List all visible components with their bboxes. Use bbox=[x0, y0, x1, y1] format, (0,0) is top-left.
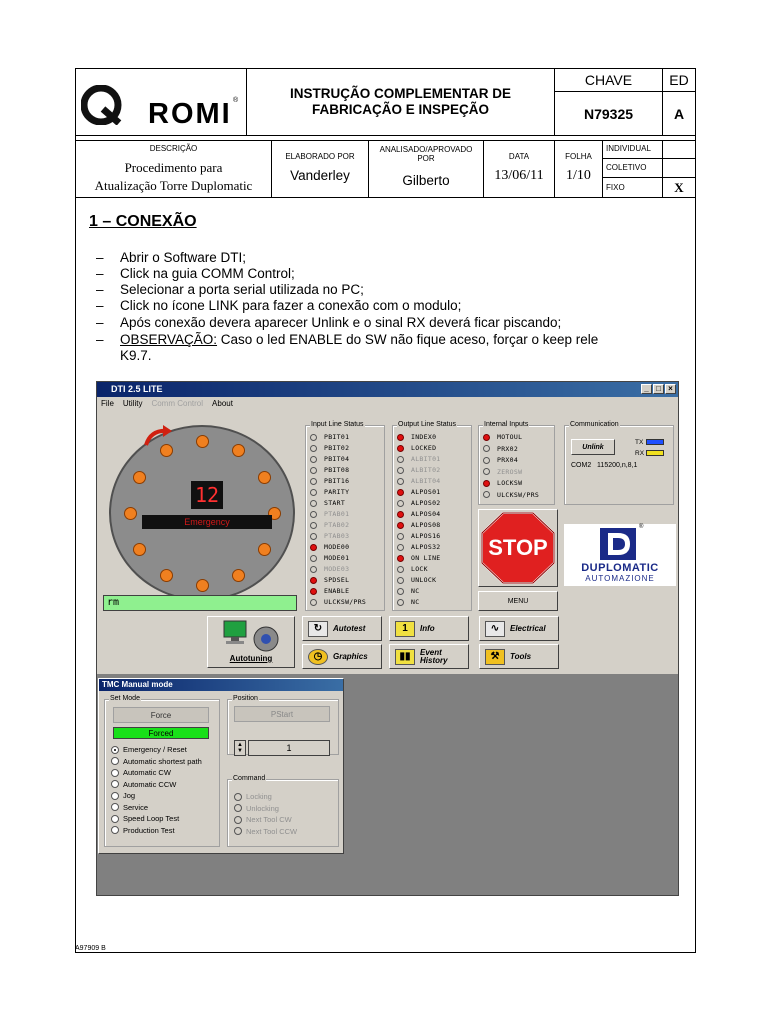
turret-position-number: 12 bbox=[191, 481, 223, 509]
input-line-label: ENABLE bbox=[324, 587, 350, 595]
communication-group: Communication Unlink TX RX COM2 115200,n,8,1 bbox=[564, 425, 674, 505]
tool-position-marker bbox=[124, 507, 137, 520]
output-line-label: ON LINE bbox=[411, 554, 441, 562]
menu-file[interactable]: File bbox=[101, 399, 114, 408]
command-label: Locking bbox=[246, 792, 272, 801]
output-line bbox=[397, 598, 419, 606]
window-title-text: DTI 2.5 LITE bbox=[111, 384, 163, 394]
input-line-label: PTAB01 bbox=[324, 510, 350, 518]
radio-button-icon[interactable] bbox=[234, 793, 242, 801]
position-spinner-icon[interactable]: ▲ ▼ bbox=[234, 740, 246, 756]
input-line bbox=[310, 477, 349, 485]
input-line bbox=[310, 521, 349, 529]
command-label: Next Tool CW bbox=[246, 815, 292, 824]
status-led-icon bbox=[310, 467, 317, 474]
output-line bbox=[397, 554, 441, 562]
dti-window bbox=[96, 381, 679, 896]
command-label: Unlocking bbox=[246, 803, 279, 813]
tool-position-marker bbox=[133, 471, 146, 484]
menu-comm-control[interactable]: Comm Control bbox=[151, 399, 204, 408]
internal-line bbox=[483, 491, 539, 499]
obs-label: OBSERVAÇÃO: bbox=[120, 332, 218, 347]
info-button[interactable]: 1 Info bbox=[389, 616, 469, 641]
command-group: Command Locking Unlocking Next Tool CW Next Tool CCW bbox=[227, 779, 339, 847]
input-line-label: PBIT16 bbox=[324, 477, 350, 485]
status-led-icon bbox=[310, 533, 317, 540]
tool-position-marker bbox=[160, 569, 173, 582]
mode-radio-option[interactable] bbox=[111, 814, 179, 823]
mode-radio-option[interactable] bbox=[111, 791, 135, 800]
mode-radio-option[interactable] bbox=[111, 745, 187, 754]
output-line bbox=[397, 499, 441, 507]
status-led-icon bbox=[483, 480, 490, 487]
mode-radio-option[interactable] bbox=[111, 780, 176, 789]
mode-label: Speed Loop Test bbox=[123, 814, 180, 823]
output-line bbox=[397, 587, 419, 595]
chave-value: N79325 bbox=[554, 91, 663, 136]
radio-button-icon[interactable] bbox=[111, 769, 119, 777]
output-line-label: LOCK bbox=[411, 565, 428, 573]
main-panel bbox=[97, 411, 678, 674]
status-led-icon bbox=[483, 434, 490, 441]
status-led-icon bbox=[310, 555, 317, 562]
command-radio-option[interactable] bbox=[234, 827, 297, 836]
stop-label: STOP bbox=[488, 535, 548, 560]
tool-position-marker bbox=[232, 444, 245, 457]
output-line-label: ALPOS08 bbox=[411, 521, 441, 529]
duplomatic-d-icon bbox=[600, 528, 636, 560]
status-led-icon bbox=[397, 599, 404, 606]
graphics-icon: ◷ bbox=[308, 649, 328, 665]
output-line bbox=[397, 510, 441, 518]
status-led-icon bbox=[483, 491, 490, 498]
mode-label: Production Test bbox=[123, 825, 175, 835]
data-value: 13/06/11 bbox=[494, 168, 544, 183]
title-line-1: INSTRUÇÃO COMPLEMENTAR DE bbox=[290, 86, 511, 101]
status-led-icon bbox=[397, 555, 404, 562]
output-line-label: NC bbox=[411, 598, 420, 606]
status-led-icon bbox=[310, 599, 317, 606]
status-led-icon bbox=[310, 434, 317, 441]
status-led-icon bbox=[310, 566, 317, 573]
status-led-icon bbox=[310, 456, 317, 463]
maximize-button[interactable]: □ bbox=[653, 384, 664, 394]
status-led-icon bbox=[397, 500, 404, 507]
company-name: ROMI bbox=[148, 98, 232, 130]
status-led-icon bbox=[310, 500, 317, 507]
status-led-icon bbox=[397, 533, 404, 540]
menu-button[interactable]: MENU bbox=[478, 591, 558, 611]
input-line bbox=[310, 488, 349, 496]
internal-line bbox=[483, 456, 518, 464]
input-line bbox=[310, 466, 349, 474]
autotuning-button[interactable] bbox=[207, 616, 295, 668]
duplomatic-logo bbox=[564, 524, 676, 586]
set-mode-group: Set Mode Force Forced Emergency / Reset Automatic shortest path Automatic CW Automatic CCW Jog Service Speed Loop Test Production Test bbox=[104, 699, 220, 847]
tx-label: TX bbox=[635, 439, 644, 446]
elaborado-label: ELABORADO POR bbox=[285, 152, 355, 161]
autotest-button[interactable]: ↻ Autotest bbox=[302, 616, 382, 641]
command-radio-option[interactable] bbox=[234, 804, 279, 813]
descricao-cell bbox=[75, 140, 272, 198]
tools-button[interactable]: ⚒ Tools bbox=[479, 644, 559, 669]
input-line-label: MODE01 bbox=[324, 554, 350, 562]
output-line-label: NC bbox=[411, 587, 420, 595]
output-line bbox=[397, 576, 436, 584]
output-line-label: ALBIT02 bbox=[411, 466, 441, 474]
window-title bbox=[97, 382, 678, 397]
status-led-icon bbox=[397, 478, 404, 485]
mode-label: Automatic shortest path bbox=[123, 756, 202, 766]
mode-label: Emergency / Reset bbox=[123, 745, 187, 754]
input-line-label: START bbox=[324, 499, 346, 507]
command-label: Next Tool CCW bbox=[246, 826, 298, 836]
output-line bbox=[397, 466, 441, 474]
radio-button-icon[interactable] bbox=[111, 746, 119, 754]
mode-radio-option[interactable] bbox=[111, 757, 202, 766]
status-led-icon bbox=[310, 511, 317, 518]
status-led-icon bbox=[397, 467, 404, 474]
input-line bbox=[310, 598, 366, 606]
status-led-icon bbox=[310, 577, 317, 584]
tools-icon: ⚒ bbox=[485, 649, 505, 665]
input-line-label: MODE03 bbox=[324, 565, 350, 573]
input-line bbox=[310, 565, 349, 573]
tool-position-marker bbox=[160, 444, 173, 457]
status-led-icon bbox=[483, 457, 490, 464]
output-line-label: ALBIT01 bbox=[411, 455, 441, 463]
input-line bbox=[310, 532, 349, 540]
data-cell bbox=[483, 140, 555, 198]
force-button[interactable]: Force bbox=[113, 707, 209, 723]
input-line-label: PBIT08 bbox=[324, 466, 350, 474]
fixo-label: FIXO bbox=[602, 177, 663, 198]
status-led-icon bbox=[397, 489, 404, 496]
output-line-label: LOCKED bbox=[411, 444, 437, 452]
command-input[interactable]: rm bbox=[103, 595, 297, 611]
data-label: DATA bbox=[508, 152, 530, 161]
input-line bbox=[310, 433, 349, 441]
romi-logo-icon bbox=[81, 85, 125, 125]
individual-label: INDIVIDUAL bbox=[602, 140, 663, 159]
autotuning-label: Autotuning bbox=[229, 654, 273, 663]
analisado-label: ANALISADO/APROVADO POR bbox=[379, 145, 473, 163]
output-line bbox=[397, 521, 441, 529]
individual-box bbox=[662, 140, 696, 159]
menu-utility[interactable]: Utility bbox=[122, 399, 143, 408]
duplomatic-registered: ® bbox=[639, 524, 644, 530]
coletivo-box bbox=[662, 158, 696, 178]
title-line-2: FABRICAÇÃO E INSPEÇÃO bbox=[311, 102, 490, 117]
output-line-label: ALPOS01 bbox=[411, 488, 441, 496]
mode-label: Automatic CW bbox=[123, 768, 171, 777]
section-heading: 1 – CONEXÃO bbox=[89, 213, 197, 230]
input-line-label: PBIT04 bbox=[324, 455, 350, 463]
status-led-icon bbox=[483, 445, 490, 452]
radio-button-icon[interactable] bbox=[111, 792, 119, 800]
event-history-button[interactable]: ▮▮ Event History bbox=[389, 644, 469, 669]
input-line-label: SPDSEL bbox=[324, 576, 350, 584]
duplomatic-subtitle: AUTOMAZIONE bbox=[585, 574, 655, 583]
input-line-label: ULCKSW/PRS bbox=[324, 598, 367, 606]
internal-line-label: ZEROSW bbox=[497, 467, 523, 476]
forced-indicator: Forced bbox=[113, 727, 209, 739]
internal-line-label: LOCKSW bbox=[497, 479, 523, 487]
output-line-label: ALPOS32 bbox=[411, 543, 441, 551]
radio-button-icon[interactable] bbox=[111, 757, 119, 765]
input-line-label: MODE00 bbox=[324, 543, 350, 551]
radio-button-icon[interactable] bbox=[111, 803, 119, 811]
position-group: Position PStart ▲ ▼ 1 bbox=[227, 699, 339, 755]
tmc-manual-mode-window bbox=[98, 678, 344, 854]
status-led-icon bbox=[397, 456, 404, 463]
input-line-label: PARITY bbox=[324, 488, 350, 496]
input-line bbox=[310, 499, 345, 507]
output-line-label: ALPOS04 bbox=[411, 510, 441, 518]
electrical-icon: ∿ bbox=[485, 621, 505, 637]
command-radio-option[interactable] bbox=[234, 792, 272, 801]
folha-label: FOLHA bbox=[565, 152, 592, 161]
output-line-label: ALPOS16 bbox=[411, 532, 441, 540]
output-line bbox=[397, 433, 436, 441]
menu-bar bbox=[97, 397, 678, 411]
tmc-title: TMC Manual mode bbox=[99, 679, 343, 691]
input-line bbox=[310, 554, 349, 562]
status-led-icon bbox=[397, 566, 404, 573]
document-title bbox=[246, 68, 555, 136]
input-line-label: PTAB02 bbox=[324, 521, 350, 529]
input-line bbox=[310, 444, 349, 452]
mode-radio-option[interactable] bbox=[111, 803, 148, 812]
output-line bbox=[397, 477, 441, 485]
tool-position-marker bbox=[232, 569, 245, 582]
event-history-icon: ▮▮ bbox=[395, 649, 415, 665]
analisado-cell bbox=[368, 140, 484, 198]
input-line-label: PBIT01 bbox=[324, 433, 350, 441]
mode-radio-option[interactable] bbox=[111, 768, 171, 777]
logo-cell bbox=[75, 68, 247, 136]
tx-indicator bbox=[646, 439, 664, 445]
tool-position-marker bbox=[196, 435, 209, 448]
internal-line-label: ULCKSW/PRS bbox=[497, 490, 540, 499]
duplomatic-name: DUPLOMATIC bbox=[581, 562, 659, 574]
internal-inputs-group: Internal Inputs MOTOUL PRX02 PRX04 ZEROSW LOCKSW ULCKSW/PRS bbox=[478, 425, 555, 505]
close-button[interactable]: × bbox=[665, 384, 676, 394]
output-line-label: INDEX0 bbox=[411, 433, 437, 441]
output-line-status-group: Output Line Status INDEX0 LOCKED ALBIT01 ALBIT02 ALBIT04 ALPOS01 ALPOS02 ALPOS04 ALPOS08 ALPOS16 ALPOS32 ON LINE LOCK UNLOCK NC NC bbox=[392, 425, 472, 611]
internal-line-label: PRX04 bbox=[497, 456, 519, 464]
status-led-icon bbox=[397, 445, 404, 452]
output-line bbox=[397, 488, 441, 496]
folha-cell bbox=[554, 140, 603, 198]
rx-label: RX bbox=[635, 450, 645, 457]
radio-button-icon[interactable] bbox=[111, 826, 119, 834]
output-line bbox=[397, 543, 441, 551]
tool-position-marker bbox=[258, 543, 271, 556]
status-led-icon bbox=[310, 588, 317, 595]
radio-button-icon[interactable] bbox=[234, 816, 242, 824]
tool-position-marker bbox=[258, 471, 271, 484]
status-led-icon bbox=[310, 544, 317, 551]
mode-label: Service bbox=[123, 802, 149, 812]
analisado-value: Gilberto bbox=[402, 173, 450, 188]
electrical-button[interactable]: ∿ Electrical bbox=[479, 616, 559, 641]
autotest-icon: ↻ bbox=[308, 621, 328, 637]
elaborado-cell bbox=[271, 140, 369, 198]
status-led-icon bbox=[397, 434, 404, 441]
graphics-button[interactable]: ◷ Graphics bbox=[302, 644, 382, 669]
mode-label: Automatic CCW bbox=[123, 779, 177, 789]
internal-line bbox=[483, 445, 518, 453]
pstart-button[interactable]: PStart bbox=[234, 706, 330, 722]
minimize-button[interactable]: _ bbox=[641, 384, 652, 394]
obs-text: Caso o led ENABLE do SW não fique aceso, forçar o keep rele bbox=[217, 332, 599, 347]
output-line-label: ALPOS02 bbox=[411, 499, 441, 507]
internal-line bbox=[483, 433, 522, 441]
input-line bbox=[310, 576, 349, 584]
status-led-icon bbox=[310, 478, 317, 485]
radio-button-icon[interactable] bbox=[234, 804, 242, 812]
radio-button-icon[interactable] bbox=[111, 815, 119, 823]
descricao-line-2: Atualização Torre Duplomatic bbox=[94, 178, 253, 193]
descricao-line-1: Procedimento para bbox=[124, 160, 223, 175]
status-led-icon bbox=[310, 489, 317, 496]
computer-motor-icon bbox=[222, 619, 282, 653]
radio-button-icon[interactable] bbox=[234, 827, 242, 835]
coletivo-label: COLETIVO bbox=[602, 158, 663, 178]
menu-about[interactable]: About bbox=[212, 399, 233, 408]
status-led-icon bbox=[483, 468, 490, 475]
status-led-icon bbox=[310, 522, 317, 529]
ed-value: A bbox=[662, 91, 696, 136]
elaborado-value: Vanderley bbox=[290, 168, 350, 183]
unlink-button[interactable]: Unlink bbox=[571, 439, 615, 455]
mode-radio-option[interactable] bbox=[111, 826, 175, 835]
status-led-icon bbox=[397, 588, 404, 595]
com-port-settings: COM2 115200,n,8,1 bbox=[571, 462, 638, 469]
input-line-label: PTAB03 bbox=[324, 532, 350, 540]
output-line bbox=[397, 532, 441, 540]
internal-line-label: PRX02 bbox=[497, 444, 519, 453]
input-line bbox=[310, 543, 349, 551]
status-led-icon bbox=[397, 522, 404, 529]
tool-position-marker bbox=[196, 579, 209, 592]
position-value[interactable]: 1 bbox=[248, 740, 330, 756]
ed-label: ED bbox=[662, 68, 696, 92]
status-led-icon bbox=[310, 445, 317, 452]
input-line-label: PBIT02 bbox=[324, 444, 350, 452]
command-radio-option[interactable] bbox=[234, 815, 292, 824]
internal-line bbox=[483, 468, 522, 476]
output-line bbox=[397, 444, 436, 452]
folha-value: 1/10 bbox=[566, 168, 591, 183]
input-line bbox=[310, 587, 349, 595]
internal-line-label: MOTOUL bbox=[497, 433, 523, 441]
chave-label: CHAVE bbox=[554, 68, 663, 92]
tool-position-marker bbox=[133, 543, 146, 556]
emergency-status: Emergency bbox=[142, 515, 272, 529]
descricao-label: DESCRIÇÃO bbox=[149, 144, 198, 153]
radio-button-icon[interactable] bbox=[111, 780, 119, 788]
input-line bbox=[310, 510, 349, 518]
status-led-icon bbox=[397, 511, 404, 518]
info-icon: 1 bbox=[395, 621, 415, 637]
status-led-icon bbox=[397, 577, 404, 584]
internal-line bbox=[483, 479, 522, 487]
footer-code: A97909 B bbox=[75, 945, 106, 952]
output-line bbox=[397, 565, 428, 573]
mode-label: Jog bbox=[123, 791, 136, 800]
input-line bbox=[310, 455, 349, 463]
fixo-checkmark: X bbox=[662, 177, 696, 198]
input-line-status-group: Input Line Status PBIT01 PBIT02 PBIT04 PBIT08 PBIT16 PARITY START PTAB01 PTAB02 PTAB03 MODE00 MODE01 MODE03 SPDSEL ENABLE ULCKSW/PRS bbox=[305, 425, 385, 611]
status-led-icon bbox=[397, 544, 404, 551]
output-line bbox=[397, 455, 441, 463]
registered-mark: ® bbox=[233, 97, 239, 104]
output-line-label: ALBIT04 bbox=[411, 477, 441, 485]
rx-indicator bbox=[646, 450, 664, 456]
output-line-label: UNLOCK bbox=[411, 576, 437, 584]
